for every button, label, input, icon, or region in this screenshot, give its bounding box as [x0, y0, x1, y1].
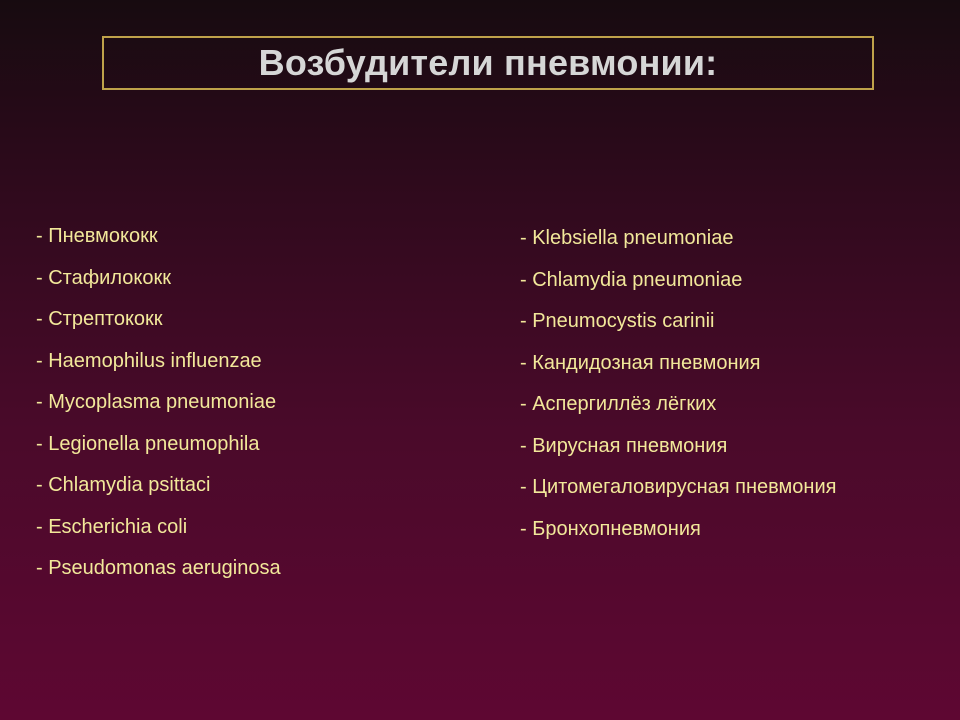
list-item: - Haemophilus influenzae — [36, 349, 262, 372]
list-item: - Вирусная пневмония — [520, 434, 728, 457]
list-item: - Mycoplasma pneumoniae — [36, 391, 277, 413]
list-item: - Аспергиллёз лёгких — [520, 393, 717, 415]
list-item: - Кандидозная пневмония — [520, 351, 761, 374]
pathogen-list-right — [520, 226, 836, 558]
list-item: - Pseudomonas aeruginosa — [36, 557, 281, 579]
list-item: - Pneumocystis carinii — [520, 310, 715, 332]
list-item: - Escherichia coli — [36, 515, 188, 538]
list-item: - Цитомегаловирусная пневмония — [520, 476, 837, 498]
list-item: - Legionella pneumophila — [36, 432, 260, 455]
pathogen-list-left — [36, 224, 281, 598]
list-item: - Стафилококк — [36, 266, 171, 289]
list-item: - Chlamydia pneumoniae — [520, 268, 743, 291]
list-item: - Klebsiella pneumoniae — [520, 227, 734, 249]
list-item: - Chlamydia psittaci — [36, 474, 211, 496]
list-item: - Бронхопневмония — [520, 517, 701, 540]
list-item: - Пневмококк — [36, 225, 158, 247]
title-frame — [102, 36, 874, 90]
list-item: - Стрептококк — [36, 308, 163, 330]
slide-title: Возбудители пневмонии: — [258, 42, 718, 83]
